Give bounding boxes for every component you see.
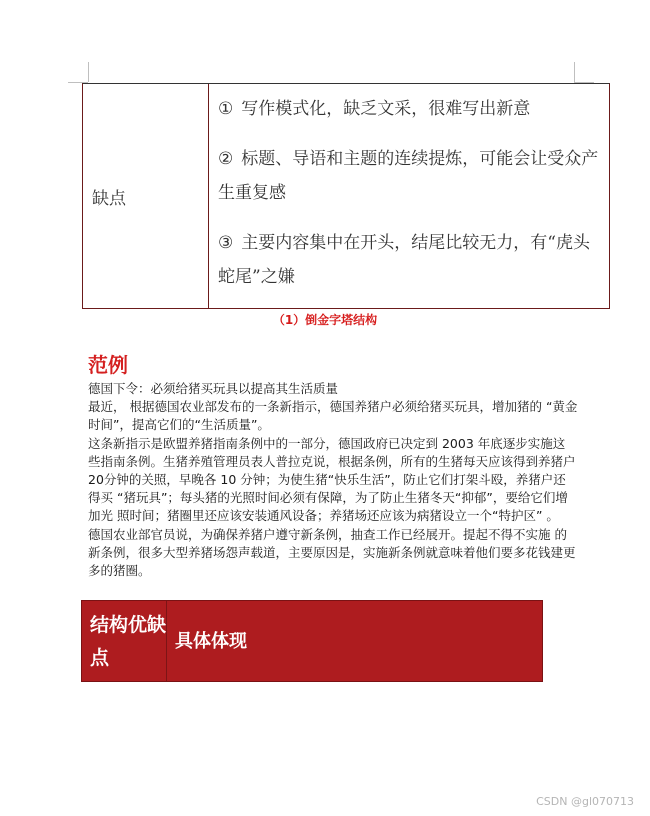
article-paragraph: 最近， 根据德国农业部发布的一条新指示，德国养猪户必须给猪买玩具，增加猪的 “黄金时间”，提高它们的“生活质量”。	[88, 399, 578, 433]
item-number: ②	[218, 149, 234, 169]
article-headline: 德国下令：必须给猪买玩具以提高其生活质量	[88, 381, 339, 396]
cons-item	[218, 142, 603, 210]
cons-item	[218, 226, 603, 294]
header-pros-cons: 结构优缺点	[82, 601, 167, 681]
corner-crop-mark	[88, 62, 89, 82]
watermark: CSDN @gl070713	[536, 795, 634, 808]
cons-label: 缺点	[83, 84, 209, 308]
cons-table	[82, 83, 610, 309]
item-number: ①	[218, 99, 234, 119]
item-text: 写作模式化，缺乏文采，很难写出新意	[241, 99, 531, 119]
item-text: 主要内容集中在开头，结尾比较无力，有“虎头蛇尾”之嫌	[218, 233, 590, 287]
cons-list	[209, 84, 609, 308]
section-title: 范例	[88, 353, 128, 377]
header-details: 具体体现	[175, 631, 247, 652]
item-text: 标题、导语和主题的连续提炼，可能会让受众产生重复感	[218, 149, 599, 203]
figure-caption: （1）倒金字塔结构	[272, 313, 378, 327]
item-number: ③	[218, 233, 234, 253]
article-paragraph: 德国农业部官员说，为确保养猪户遵守新条例，抽查工作已经展开。提起不得不实施 的新条例，很多大型养猪场怨声载道，主要原因是，实施新条例就意味着他们要多花钱建更 多的猪圈。	[88, 526, 576, 579]
structure-table-header	[81, 600, 543, 682]
corner-crop-mark	[574, 62, 575, 82]
article-paragraph: 这条新指示是欧盟养猪指南条例中的一部分，德国政府已决定到 2003 年底逐步实施这 些指南条例。生猪养殖管理员表人普拉克说，根据条例，所有的生猪每天应该得到养猪户 20分钟的关照，早晚各 10 分钟；为使生猪“快乐生活”，防止它们打架斗殴，养猪户还得买 “猪玩具”；每头猪的光照时间必须有保障，为了防止生猪冬天“抑郁”，要给它们增加光 照时间；猪圈里还应该安装通风设备；养猪场还应该为病猪设立一个“特护区” 。	[88, 435, 576, 524]
example-article	[88, 380, 578, 580]
cons-item	[218, 92, 603, 126]
